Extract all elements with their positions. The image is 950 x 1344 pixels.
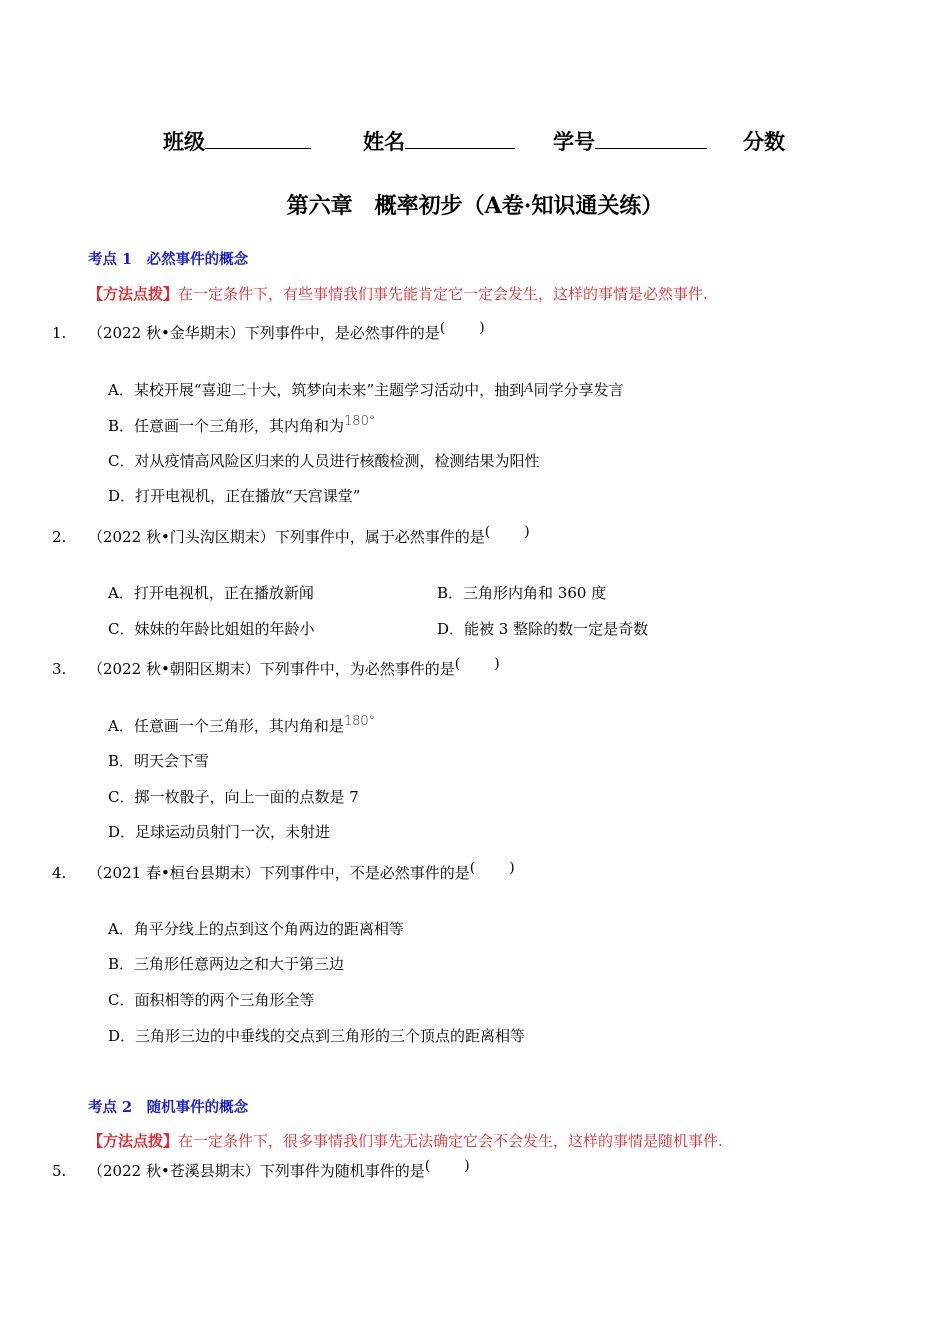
- question-1-text: （2022 秋•金华期末）下列事件中，是必然事件的是: [88, 324, 440, 342]
- question-5-number: 5.: [52, 1162, 67, 1180]
- question-1: [52, 322, 485, 343]
- id-blank[interactable]: [595, 129, 707, 149]
- q1-option-d[interactable]: D．打开电视机，正在播放“天宫课堂”: [108, 487, 361, 505]
- kaodian-2-heading: 考点 2 随机事件的概念: [88, 1099, 249, 1116]
- method-tip-1: [88, 283, 708, 304]
- question-3-number: 3.: [52, 660, 67, 678]
- q4-option-b[interactable]: B．三角形任意两边之和大于第三边: [108, 955, 345, 973]
- q2-option-a[interactable]: A．打开电视机，正在播放新闻: [108, 584, 314, 602]
- question-5: [52, 1160, 470, 1181]
- tip-1-text: 在一定条件下，有些事情我们事先能肯定它一定会发生，这样的事情是必然事件.: [178, 285, 708, 303]
- method-tip-2: [88, 1130, 723, 1151]
- name-field: [363, 126, 515, 156]
- class-label: 班级: [163, 129, 205, 154]
- question-3-text: （2022 秋•朝阳区期末）下列事件中，为必然事件的是: [88, 660, 455, 678]
- kaodian-1-heading: 考点 1 必然事件的概念: [88, 251, 249, 268]
- q3-option-d[interactable]: D．足球运动员射门一次，未射进: [108, 823, 331, 841]
- q1-option-a[interactable]: A．某校开展“喜迎二十大，筑梦向未来”主题学习活动中，抽到A同学分享发言: [108, 381, 624, 399]
- q4-option-a[interactable]: A．角平分线上的点到这个角两边的距离相等: [108, 920, 404, 938]
- math-a: A: [524, 381, 534, 396]
- answer-paren[interactable]: ( ): [484, 524, 530, 540]
- question-4: [52, 862, 515, 883]
- q1-option-b[interactable]: B．任意画一个三角形，其内角和为180°: [108, 414, 376, 435]
- q2-option-c[interactable]: C．妹妹的年龄比姐姐的年龄小: [108, 620, 315, 638]
- math-180-deg: 180°: [343, 714, 376, 729]
- tip-1-bracket: 【方法点拨】: [88, 285, 179, 303]
- q3-option-c[interactable]: C．掷一枚骰子，向上一面的点数是 7: [108, 788, 359, 806]
- question-3: [52, 658, 500, 679]
- q2-option-b[interactable]: B．三角形内角和 360 度: [437, 584, 607, 602]
- score-field: [743, 126, 785, 156]
- question-1-number: 1.: [52, 324, 67, 342]
- name-blank[interactable]: [405, 129, 515, 149]
- tip-2-text: 在一定条件下，很多事情我们事先无法确定它会不会发生，这样的事情是随机事件.: [178, 1132, 723, 1150]
- q1-option-c[interactable]: C．对从疫情高风险区归来的人员进行核酸检测，检测结果为阳性: [108, 452, 540, 470]
- question-2-text: （2022 秋•门头沟区期末）下列事件中，属于必然事件的是: [88, 528, 485, 546]
- class-blank[interactable]: [205, 129, 311, 149]
- q3-option-b[interactable]: B．明天会下雪: [108, 752, 210, 770]
- question-4-number: 4.: [52, 864, 67, 882]
- id-field: [553, 126, 707, 156]
- tip-2-bracket: 【方法点拨】: [88, 1132, 179, 1150]
- answer-paren[interactable]: ( ): [469, 860, 515, 876]
- answer-paren[interactable]: ( ): [454, 656, 500, 672]
- q4-option-d[interactable]: D．三角形三边的中垂线的交点到三角形的三个顶点的距离相等: [108, 1027, 526, 1045]
- class-field: [163, 126, 311, 156]
- math-180-deg: 180°: [344, 414, 376, 429]
- answer-paren[interactable]: ( ): [424, 1158, 470, 1174]
- score-label: 分数: [743, 129, 785, 154]
- answer-paren[interactable]: ( ): [439, 320, 485, 336]
- q3-option-a[interactable]: A．任意画一个三角形，其内角和是180°: [108, 714, 376, 735]
- question-4-text: （2021 春•桓台县期末）下列事件中，不是必然事件的是: [88, 864, 470, 882]
- q2-option-d[interactable]: D．能被 3 整除的数一定是奇数: [437, 620, 649, 638]
- q4-option-c[interactable]: C．面积相等的两个三角形全等: [108, 991, 315, 1009]
- name-label: 姓名: [363, 129, 405, 154]
- question-2-number: 2.: [52, 528, 67, 546]
- question-5-text: （2022 秋•苍溪县期末）下列事件为随机事件的是: [88, 1162, 425, 1180]
- page-title: 第六章 概率初步（A卷·知识通关练）: [286, 193, 664, 219]
- id-label: 学号: [553, 129, 595, 154]
- question-2: [52, 526, 530, 547]
